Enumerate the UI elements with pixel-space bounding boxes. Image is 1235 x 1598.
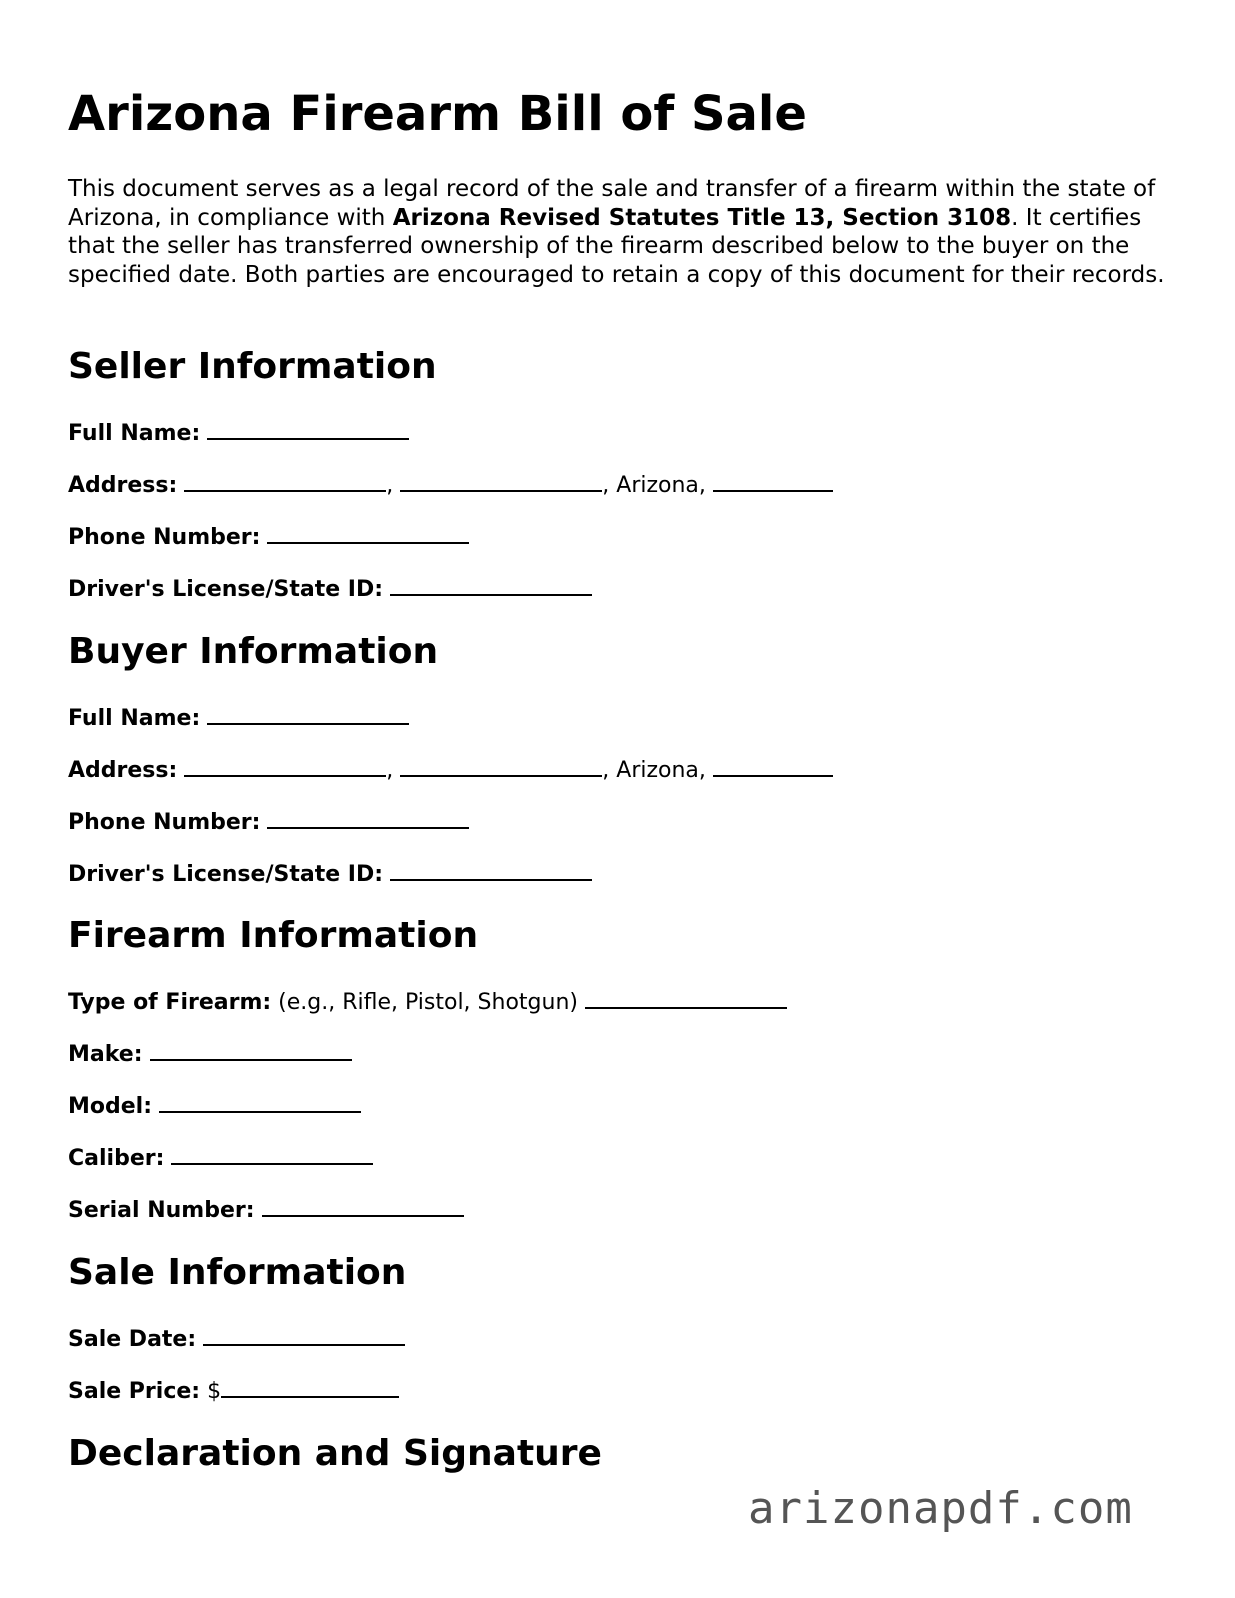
firearm-make-row xyxy=(68,1039,352,1069)
sale-date-field[interactable] xyxy=(203,1324,405,1346)
buyer-phone-label: Phone Number: xyxy=(68,810,261,835)
sale-date-row xyxy=(68,1324,405,1354)
buyer-address-state: , Arizona, xyxy=(602,758,706,783)
firearm-model-field[interactable] xyxy=(159,1091,361,1113)
watermark: arizonapdf.com xyxy=(748,1483,1133,1534)
seller-phone-label: Phone Number: xyxy=(68,525,261,550)
sale-price-field[interactable] xyxy=(221,1376,399,1398)
seller-phone-field[interactable] xyxy=(267,522,469,544)
sale-date-label: Sale Date: xyxy=(68,1327,197,1352)
document-title: Arizona Firearm Bill of Sale xyxy=(68,86,807,142)
buyer-id-row xyxy=(68,859,592,889)
seller-heading: Seller Information xyxy=(68,346,437,387)
buyer-zip-field[interactable] xyxy=(713,755,833,777)
intro-paragraph xyxy=(68,175,1168,289)
buyer-street-field[interactable] xyxy=(184,755,386,777)
firearm-serial-label: Serial Number: xyxy=(68,1198,255,1223)
buyer-city-field[interactable] xyxy=(400,755,602,777)
buyer-full-name-field[interactable] xyxy=(207,703,409,725)
firearm-model-label: Model: xyxy=(68,1094,153,1119)
sale-price-label: Sale Price: xyxy=(68,1379,201,1404)
firearm-type-hint: (e.g., Rifle, Pistol, Shotgun) xyxy=(278,990,578,1015)
declaration-heading: Declaration and Signature xyxy=(68,1433,602,1474)
buyer-id-field[interactable] xyxy=(390,859,592,881)
firearm-make-label: Make: xyxy=(68,1042,143,1067)
buyer-phone-row xyxy=(68,807,469,837)
seller-address-separator: , xyxy=(386,473,394,498)
seller-full-name-field[interactable] xyxy=(207,418,409,440)
firearm-caliber-row xyxy=(68,1143,373,1173)
buyer-address-separator: , xyxy=(386,758,394,783)
seller-address-state: , Arizona, xyxy=(602,473,706,498)
sale-heading: Sale Information xyxy=(68,1252,407,1293)
seller-address-label: Address: xyxy=(68,473,178,498)
seller-city-field[interactable] xyxy=(400,470,602,492)
seller-full-name-row xyxy=(68,418,409,448)
seller-street-field[interactable] xyxy=(184,470,386,492)
buyer-phone-field[interactable] xyxy=(267,807,469,829)
buyer-heading: Buyer Information xyxy=(68,631,439,672)
firearm-type-label: Type of Firearm: xyxy=(68,990,272,1015)
currency-symbol: $ xyxy=(207,1379,222,1404)
firearm-caliber-label: Caliber: xyxy=(68,1146,165,1171)
firearm-type-field[interactable] xyxy=(585,987,787,1009)
buyer-id-label: Driver's License/State ID: xyxy=(68,862,384,887)
firearm-serial-row xyxy=(68,1195,464,1225)
statute-reference: Arizona Revised Statutes Title 13, Section 3108 xyxy=(392,204,1012,231)
intro-text-2: . It certifies that the seller has transferred ownership of the firearm described below to the buyer on the specified date. Both parties are encouraged to retain a copy of this document for their records. xyxy=(68,204,1165,288)
seller-id-label: Driver's License/State ID: xyxy=(68,577,384,602)
buyer-address-row xyxy=(68,755,833,785)
seller-full-name-label: Full Name: xyxy=(68,421,201,446)
firearm-serial-field[interactable] xyxy=(262,1195,464,1217)
firearm-heading: Firearm Information xyxy=(68,915,479,956)
seller-phone-row xyxy=(68,522,469,552)
firearm-type-row xyxy=(68,987,787,1017)
buyer-address-label: Address: xyxy=(68,758,178,783)
seller-address-row xyxy=(68,470,833,500)
buyer-full-name-label: Full Name: xyxy=(68,706,201,731)
firearm-make-field[interactable] xyxy=(150,1039,352,1061)
seller-id-row xyxy=(68,574,592,604)
firearm-caliber-field[interactable] xyxy=(171,1143,373,1165)
intro-text-1: This document serves as a legal record of the sale and transfer of a firearm within the state of Arizona, in compliance with xyxy=(68,176,1156,231)
firearm-model-row xyxy=(68,1091,361,1121)
seller-zip-field[interactable] xyxy=(713,470,833,492)
buyer-full-name-row xyxy=(68,703,409,733)
seller-id-field[interactable] xyxy=(390,574,592,596)
sale-price-row xyxy=(68,1376,399,1406)
